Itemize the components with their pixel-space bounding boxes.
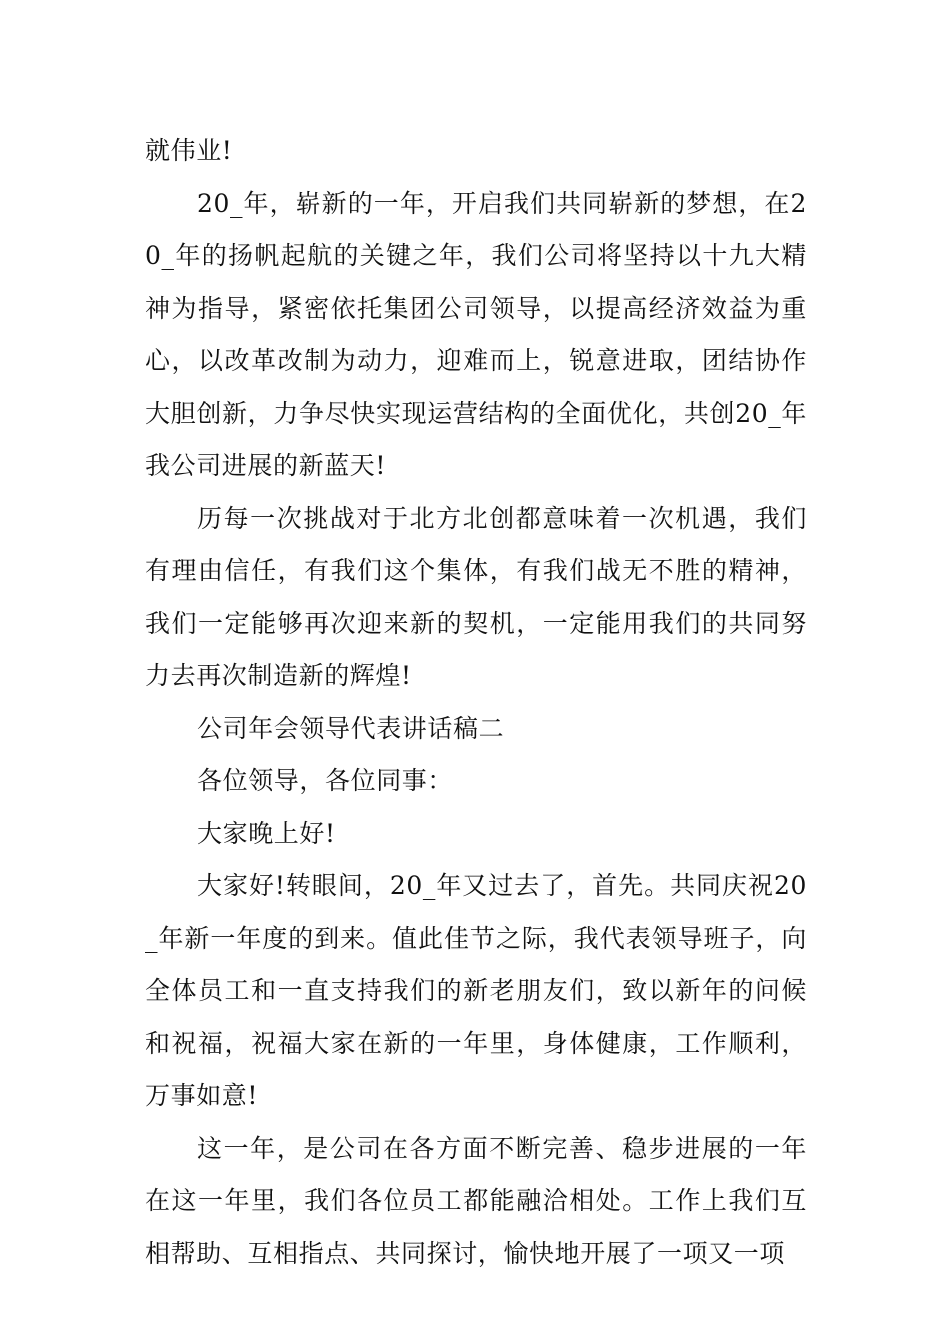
section-heading: 公司年会领导代表讲话稿二 xyxy=(197,713,505,743)
paragraph: 这一年，是公司在各方面不断完善、稳步进展的一年在这一年里，我们各位员工都能融洽相处。工作上我们互相帮助、互相指点、共同探讨，愉快地开展了一项又一项 xyxy=(145,1133,807,1268)
salutation: 各位领导，各位同事： xyxy=(197,766,454,795)
paragraph: 20_年，崭新的一年，开启我们共同崭新的梦想，在20_年的扬帆起航的关键之年，我们公司将坚持以十九大精神为指导，紧密依托集团公司领导，以提高经济效益为重心，以改革改制为动力，迎难而上，锐意进取，团结协作大胆创新，力争尽快实现运营结构的全面优化，共创20_年我公司进展的新蓝天! xyxy=(145,188,807,480)
paragraph: 就伟业! xyxy=(145,136,233,165)
paragraph: 大家好!转眼间，20_年又过去了，首先。共同庆祝20_年新一年度的到来。值此佳节之际，我代表领导班子，向全体员工和一直支持我们的新老朋友们，致以新年的问候和祝福，祝福大家在新的一年里，身体健康，工作顺利，万事如意! xyxy=(145,871,807,1110)
paragraph: 历每一次挑战对于北方北创都意味着一次机遇，我们有理由信任，有我们这个集体，有我们战无不胜的精神，我们一定能够再次迎来新的契机，一定能用我们的共同努力去再次制造新的辉煌! xyxy=(145,503,807,690)
greeting: 大家晚上好! xyxy=(197,818,336,848)
document-page xyxy=(145,125,807,1280)
